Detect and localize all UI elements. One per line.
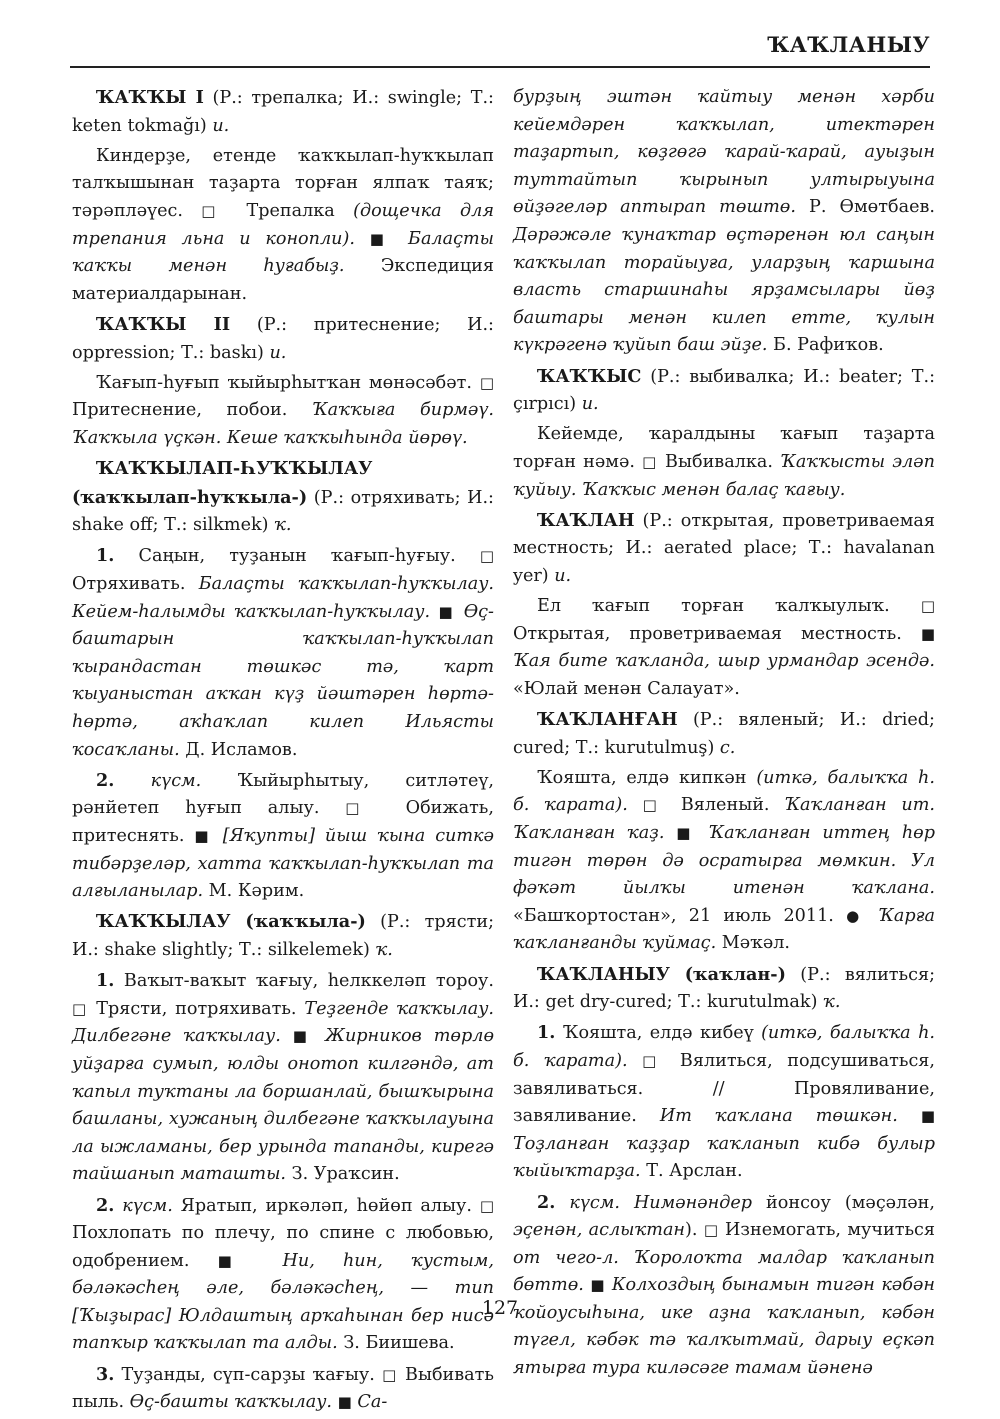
body-text: Ҡағып-һуғып ҡыйырһытҡан мөнәсәбәт.	[96, 372, 480, 393]
italic-text: Ни, һин, ҡустым, бәләкәсһең әле, бәләкәсһең, — тип [Ҡыҙырас] Юлдаштың арҡаһынан бер нисә тапҡыр ҡаҡҡылап та алды.	[72, 1250, 494, 1354]
translation-marker-icon: □	[642, 1051, 666, 1070]
italic-text: Ҡая бите ҡаҡланда, шыр урмандар эсендә.	[513, 651, 935, 672]
italic-text: Ҡаҡланған иттең һөр тигән төрөн дә осратырға мөмкин. Ул фәҡәт йылҡы итенән ҡаҡлана.	[513, 823, 936, 899]
italic-text: и.	[212, 115, 230, 136]
body-text: Изнемогать, мучиться	[718, 1220, 935, 1241]
headword: ҠАҠҠЫЛАУ (ҡаҡҡыла-)	[96, 911, 366, 933]
dictionary-paragraph	[72, 84, 494, 140]
body-text	[555, 1193, 569, 1213]
italic-text: эҫенән, аслыҡтан	[513, 1220, 686, 1241]
body-text: Саңын, туҙанын ҡағып-һуғыу.	[114, 546, 480, 567]
headword: 1.	[96, 970, 115, 992]
body-text: (Р.: трясти; И.: shake slightly; Т.: silkelemek)	[72, 912, 494, 960]
dictionary-paragraph	[513, 1019, 935, 1186]
body-text	[664, 823, 676, 843]
body-text: Отряхивать.	[72, 574, 199, 595]
body-text	[213, 826, 223, 846]
headword: ҠАҠЛАН	[537, 509, 635, 531]
body-text: йонсоу (мәҫәлән,	[752, 1192, 936, 1213]
body-text: Выбивалка.	[657, 451, 781, 472]
body-text: Открытая, проветриваемая местность.	[513, 623, 921, 644]
italic-text: Са-	[357, 1392, 388, 1413]
translation-marker-icon: □	[201, 201, 229, 220]
body-text: (Р.: вяленый; И.: dried; cured; Т.: kurutulmuş)	[513, 710, 935, 758]
left-column	[72, 84, 494, 1419]
body-text	[313, 1026, 325, 1046]
body-text: «Юлай менән Салауат».	[513, 678, 740, 699]
italic-text: күсм.	[150, 770, 202, 791]
body-text	[898, 1106, 921, 1126]
italic-text: Балаҫты ҡаҡҡылап-һуҡҡылау. Кейем-һалымды ҡаҡҡылап-һуҡҡылау.	[72, 574, 494, 622]
body-text: (Р.: вялиться; И.: get dry-cured; Т.: kurutulmak)	[513, 964, 935, 1013]
dictionary-paragraph	[72, 311, 494, 367]
body-text: «Башҡортостан», 21 июль 2011.	[513, 905, 847, 926]
translation-marker-icon: □	[642, 452, 658, 471]
body-text	[114, 771, 150, 791]
dictionary-paragraph	[513, 507, 935, 591]
italic-text: күсм. Нимәнәндер	[569, 1192, 753, 1213]
proverb-marker-icon: ●	[846, 906, 866, 925]
dictionary-paragraph	[72, 1192, 494, 1359]
translation-marker-icon: □	[382, 1365, 398, 1384]
italic-text: [Яҡупты] йыш ҡына ситкә тибәрҙеләр, хатта ҡаҡҡылап-һуҡҡылап та алғыланылар.	[72, 826, 494, 902]
dictionary-paragraph	[72, 542, 494, 764]
body-text	[355, 229, 370, 249]
translation-marker-icon: □	[479, 1196, 494, 1215]
italic-text: Дәрәжәле ҡунаҡтар өҫтәренән юл саңын ҡаҡҡылап торайыуға, уларҙың ҡаршына власть старшинаһы ярҙамсылары йөҙ баштары менән килеп етте, ҡулын күкрәгенә ҡуйып баш эйҙе.	[513, 224, 935, 356]
translation-marker-icon: □	[72, 999, 89, 1018]
body-text: (Р.: открытая, проветриваемая местность; И.: aerated place; Т.: havalanan yer)	[513, 510, 935, 586]
body-text: М. Кәрим.	[203, 881, 305, 902]
italic-text: Теҙгенде ҡаҡҡылау. Дилбегәне ҡаҡҡылау.	[72, 998, 495, 1047]
body-text: (Р.: трепалка; И.: swingle; Т.: keten tokmağı)	[72, 88, 494, 136]
italic-text: бурҙың эштән ҡайтыу менән хәрби кейемдәрен ҡаҡҡылап, итектәрен таҙартып, көҙгөгә ҡарай-ҡарай, ауыҙын туmтайтып ҡырынып ултырыуына өйҙәгеләр аптырап төштө.	[513, 87, 935, 218]
italic-text: и.	[554, 565, 572, 586]
italic-text: ҡ.	[274, 515, 292, 536]
italic-text: күсм.	[122, 1195, 173, 1216]
italic-text: Балаҫты ҡаҡҡы менән һуғабыҙ.	[72, 228, 494, 277]
body-text: (Р.: отряхивать; И.: shake off; Т.: silkmek)	[72, 487, 494, 536]
translation-marker-icon: □	[479, 373, 494, 392]
dictionary-paragraph	[513, 765, 935, 958]
body-text	[866, 906, 878, 926]
italic-text: (дощечка для трепания льна и конопли).	[72, 200, 494, 249]
italic-text: Тоҙланған ҡаҙҙар ҡаҡланып кибә булыр ҡыйыҡтарҙа.	[513, 1133, 935, 1182]
translation-marker-icon: □	[345, 799, 380, 818]
dictionary-paragraph	[513, 706, 935, 762]
example-marker-icon: ■	[920, 1107, 936, 1126]
example-marker-icon: ■	[292, 1027, 314, 1046]
body-text: Туҙанды, сүп-сарҙы ҡағыу.	[114, 1364, 383, 1385]
body-text: (Р.: выбивалка; И.: beater; Т.: çırpıcı)	[513, 366, 935, 415]
body-text: Кейемде, ҡаралдыны ҡағып таҙарта торған нәмә.	[513, 424, 935, 472]
body-text: Выбивать пыль.	[72, 1364, 494, 1413]
body-text: Экспедиция материалдарынан.	[72, 256, 494, 304]
body-text: Б. Рафиҡов.	[767, 335, 884, 356]
body-text: Похлопать по плечу, по спине с любовью, одобрением.	[72, 1223, 494, 1271]
headword: 1.	[96, 545, 115, 567]
headword: ҠАҠЛАНЫУ (ҡаҡлан-)	[537, 963, 786, 985]
dictionary-paragraph	[72, 455, 494, 540]
italic-text: Ҡаҡланған ит. Ҡаҡланған ҡаҙ.	[513, 795, 935, 843]
body-text	[697, 823, 709, 843]
translation-marker-icon: □	[642, 796, 667, 815]
dictionary-paragraph	[513, 363, 935, 419]
example-marker-icon: ■	[438, 602, 456, 621]
body-text	[455, 602, 463, 622]
translation-marker-icon: □	[703, 1221, 719, 1240]
italic-text: и.	[581, 394, 599, 415]
body-text: Обижать, притеснять.	[72, 798, 494, 846]
dictionary-paragraph	[513, 593, 935, 703]
italic-text: с.	[719, 737, 736, 758]
running-header-title: ҠАҠЛАНЫУ	[767, 32, 930, 57]
body-text: Д. Исламов.	[179, 739, 298, 760]
italic-text: Ҡаҡҡыға бирмәү. Ҡаҡҡыла үҫкән. Кеше ҡаҡҡыһында йөрөү.	[72, 400, 494, 448]
headword: ҠАҠҠЫ I	[96, 87, 204, 108]
translation-marker-icon: □	[479, 547, 494, 566]
body-text: Ҡояшта, елдә кипкән	[537, 767, 757, 788]
body-text: Яратып, иркәләп, һөйөп алыу.	[172, 1195, 480, 1216]
body-text: З. Биишева.	[337, 1333, 455, 1354]
dictionary-paragraph	[513, 421, 935, 504]
headword: 3.	[96, 1363, 115, 1385]
italic-text: ҡ.	[375, 939, 393, 960]
body-text: Ҡыйырһытыу, ситләтеү, рәнйетеп һуғып алыу.	[72, 770, 494, 819]
italic-text: Өҫ-башты ҡаҡҡылау.	[129, 1392, 333, 1413]
body-text	[628, 795, 643, 815]
example-marker-icon: ■	[194, 827, 213, 845]
headword: ҠАҠҠЫ II	[96, 313, 231, 335]
dictionary-paragraph	[72, 767, 494, 906]
body-text: Вялиться, подсушиваться, завяливаться. // Провяливание, завяливание.	[513, 1050, 935, 1127]
headword: ҠАҠҠЫЛАП-ҺУҠҠЫЛАУ (ҡаҡҡылап-һуҡҡыла-)	[72, 458, 373, 508]
body-text: Трясти, потряхивать.	[88, 998, 305, 1019]
body-text: Притеснение, побои.	[72, 400, 312, 421]
italic-text: и.	[269, 342, 287, 363]
italic-text: Ҡаҡҡысты эләп ҡуйыу. Ҡаҡҡыс менән балаҫ ҡағыу.	[513, 451, 935, 500]
italic-text: ҡ.	[823, 992, 841, 1013]
headword: ҠАҠЛАНҒАН	[537, 709, 678, 731]
dictionary-paragraph	[72, 967, 494, 1189]
italic-text: Жирников төрлө уйҙарға сумып, юлды онотоп килгәндә, ат ҡапыл туҡтаны ла боршанлай, бышҡырына башланы, хужаның дилбегәне ҡаҡҡылауына ла ыжламаны, бер урында тапанды, кирегә тайшанып маташты.	[72, 1026, 495, 1185]
italic-text: (иткә, балыҡҡа һ. б. ҡарата).	[513, 767, 935, 816]
translation-marker-icon: □	[920, 597, 935, 616]
body-text: Трепалка	[228, 200, 354, 221]
example-marker-icon: ■	[217, 1251, 255, 1270]
body-text	[393, 229, 408, 249]
body-text: (Р.: притеснение; И.: oppression; Т.: baskı)	[72, 314, 494, 363]
body-text: З. Ураҡсин.	[286, 1164, 400, 1185]
example-marker-icon: ■	[369, 229, 394, 248]
dictionary-paragraph	[513, 961, 935, 1017]
dictionary-paragraph	[513, 84, 935, 360]
running-header	[70, 28, 930, 68]
right-column	[513, 84, 935, 1385]
body-text: Ваҡыт-ваҡыт ҡағыу, һелккеләп тороу.	[114, 971, 494, 992]
body-text: Ҡояшта, елдә кибеү	[555, 1023, 762, 1044]
dictionary-paragraph	[72, 1361, 494, 1417]
body-text: Киндерҙе, етенде ҡаҡҡылап-һуҡҡылап талҡышынан таҙарта торған ялпаҡ таяҡ; тәрәпләүес.	[72, 145, 494, 221]
italic-text: Өҫ-баштарын ҡаҡҡылап-һуҡҡылап ҡырандастан төшкәс тә, ҡарт ҡыуаныстан аҡҡан күҙ йәштәрен һөртә-һөртә, аҡһаҡлап килеп Ильясты ҡосаҡланы.	[72, 601, 495, 760]
body-text: Т. Арслан.	[640, 1161, 743, 1182]
body-text	[628, 1051, 643, 1071]
body-text: Вяленый.	[666, 795, 785, 816]
dictionary-paragraph	[72, 143, 494, 309]
example-marker-icon: ■	[590, 1276, 606, 1295]
italic-text: Ит ҡаҡлана төшкән.	[659, 1106, 898, 1127]
body-text	[254, 1251, 282, 1271]
body-text	[281, 1026, 293, 1046]
body-text: ).	[685, 1220, 704, 1241]
headword: 1.	[537, 1022, 556, 1044]
example-marker-icon: ■	[676, 824, 697, 842]
headword: 2.	[537, 1191, 556, 1213]
italic-text: от чего-л. Ҡоролоҡта малдар ҡаҡланып бөттө.	[513, 1247, 935, 1296]
headword: 2.	[96, 769, 115, 791]
italic-text: Ҡарға ҡаҡланғанды ҡуймаҫ.	[513, 905, 935, 954]
dictionary-paragraph	[72, 908, 494, 964]
headword: 2.	[96, 1194, 115, 1216]
example-marker-icon: ■	[337, 1393, 352, 1412]
body-text: Ел ҡағып торған ҡалҡыулыҡ.	[537, 596, 921, 617]
page-number: 127	[481, 1297, 519, 1319]
headword: ҠАҠҠЫС	[537, 365, 642, 387]
italic-text: (иткә, балыҡҡа һ. б. ҡарата).	[513, 1023, 935, 1071]
dictionary-paragraph	[72, 370, 494, 453]
body-text: Мәҡәл.	[716, 933, 790, 954]
dictionary-paragraph	[513, 1189, 935, 1383]
example-marker-icon: ■	[920, 624, 935, 643]
body-text: Р. Өмөтбаев.	[795, 197, 935, 218]
italic-text: Колхоздың бынамын тигән кәбән ҡойоусыһына, ике аҙна ҡаҡланып, кәбән түгел, кәбәк тә ҡалҡытмай, дарыу еҫкәп ятырға тура киләсәге тамам йәненә	[513, 1275, 936, 1379]
